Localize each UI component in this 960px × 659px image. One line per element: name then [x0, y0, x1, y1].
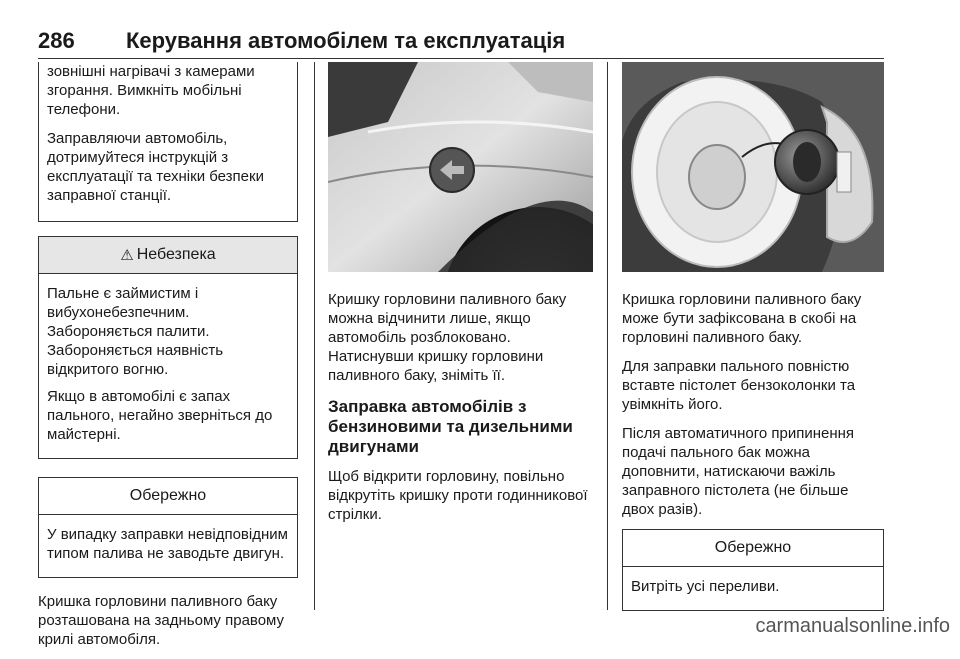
danger-box-title: Небезпека	[136, 246, 216, 263]
danger-paragraph-2: Якщо в автомобілі є запах пального, негайно зверніться до майстерні.	[47, 388, 273, 443]
watermark: carmanualsonline.info	[755, 615, 950, 637]
fuel-cap-figure	[622, 62, 884, 272]
col3-caution-box-title: Обережно	[714, 539, 792, 556]
col3-paragraph-3: Після автоматичного припинення подачі пального бак можна доповнити, натискаючи важіль заправного пістолета (не більше двох разів).	[622, 425, 855, 518]
intro-paragraph-2: Заправляючи автомобіль, дотримуйтеся інструкцій з експлуатації та техніки безпеки заправної станції.	[47, 130, 264, 204]
fuel-door-figure	[328, 62, 593, 272]
page-header	[38, 10, 884, 53]
col3-caution-box-header	[623, 530, 883, 567]
col2-paragraph-1: Кришку горловини паливного баку можна відчинити лише, якщо автомобіль розблоковано. Натиснувши кришку горловини паливного баку, зніміть її.	[328, 291, 567, 384]
caution-box	[38, 477, 298, 578]
danger-box-body	[39, 274, 297, 458]
warning-triangle-icon: ⚠	[120, 247, 134, 264]
col3-paragraph-2: Для заправки пального повністю вставте пістолет бензоколонки та увімкніть його.	[622, 358, 856, 413]
section-heading: Заправка автомобілів з бензиновими та дизельними двигунами	[328, 397, 573, 456]
caution-paragraph: У випадку заправки невідповідним типом палива не заводьте двигун.	[47, 526, 288, 562]
col3-paragraph-1: Кришка горловини паливного баку може бути зафіксована в скобі на горловині паливного баку.	[622, 291, 862, 346]
col3-caution-box	[622, 529, 884, 611]
fuel-cap-illustration	[622, 62, 884, 272]
col2-paragraph-2: Щоб відкрити горловину, повільно відкрутіть кришку проти годинникової стрілки.	[328, 468, 588, 523]
danger-box	[38, 236, 298, 459]
column-3	[622, 62, 884, 611]
outro-paragraph: Кришка горловини паливного баку розташована на задньому правому крилі автомобіля.	[38, 593, 285, 648]
continued-text-box	[38, 62, 298, 222]
intro-paragraph-1: зовнішні нагрівачі з камерами згорання. Вимкніть мобільні телефони.	[47, 63, 255, 118]
caution-box-header	[39, 478, 297, 515]
col3-caution-paragraph: Витріть усі переливи.	[631, 578, 780, 595]
column-divider-2	[607, 62, 608, 610]
danger-paragraph-1: Пальне є займистим і вибухонебезпечним. Забороняється палити. Забороняється наявність відкритого вогню.	[47, 285, 224, 378]
danger-box-header	[39, 237, 297, 274]
column-divider-1	[314, 62, 315, 610]
running-title: Керування автомобілем та експлуатація	[126, 28, 566, 53]
col3-caution-box-body	[623, 567, 883, 610]
car-rear-fender-illustration	[328, 62, 593, 272]
header-rule	[38, 58, 884, 59]
caution-box-title: Обережно	[129, 487, 207, 504]
page-number: 286	[38, 28, 75, 53]
column-1	[38, 62, 298, 659]
caution-box-body	[39, 515, 297, 577]
column-2	[328, 62, 593, 534]
